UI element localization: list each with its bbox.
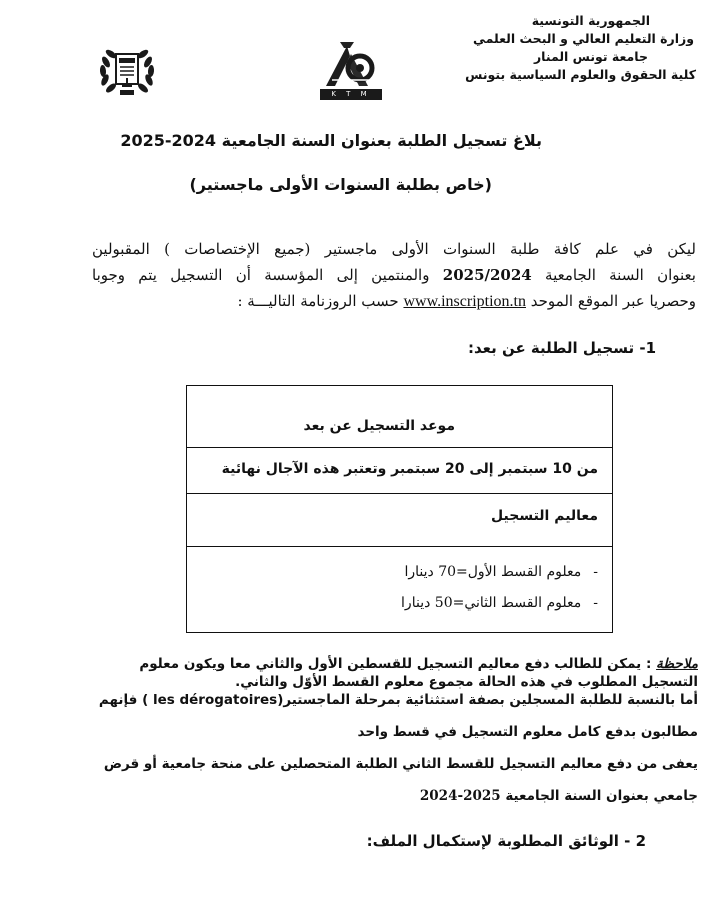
note-line-4: مطالبون بدفع كامل معلوم التسجيل في قسط واحد — [357, 724, 698, 740]
section-remote-registration: 1- تسجيل الطلبة عن بعد: — [467, 339, 656, 357]
logo-caption: K T M — [320, 89, 382, 100]
note-line-1 — [100, 655, 698, 673]
registration-dates: من 10 سبتمبر إلى 20 سبتمبر وتعتبر هذه الآجال نهائية — [221, 461, 598, 477]
table-row — [187, 547, 612, 631]
fees-heading: معاليم التسجيل — [491, 508, 598, 524]
document-subtitle: (خاص بطلبة السنوات الأولى ماجستير) — [189, 175, 492, 194]
intro-paragraph — [92, 236, 696, 315]
table-row — [187, 494, 612, 547]
intro-line-2-end: والمنتمين إلى المؤسسة أن التسجيل يتم وجوبا — [92, 266, 430, 284]
inscription-link[interactable]: www.inscription.tn — [403, 293, 526, 310]
intro-line-1: ليكن في علم كافة طلبة السنوات الأولى ماجستير (جميع الإختصاصات ) المقبولين — [92, 240, 696, 258]
faculty-seal — [96, 40, 158, 102]
intro-line-3 — [92, 288, 696, 315]
university-logo — [320, 36, 382, 100]
note-line-3-start: أما بالنسبة للطلبة المسجلين بصفة استثنائية بمرحلة الماجستير — [283, 692, 698, 708]
academic-year: 2025/2024 — [442, 266, 532, 284]
table-heading: موعد التسجيل عن بعد — [303, 418, 455, 434]
fees-list — [401, 557, 598, 619]
institution-header — [396, 12, 696, 84]
registration-table — [186, 385, 613, 633]
intro-line-2 — [92, 262, 696, 288]
section-required-documents: 2 - الوثائق المطلوبة لإستكمال الملف: — [366, 832, 646, 850]
intro-line-3-start: وحصريا عبر الموقع الموحد — [530, 292, 696, 310]
header-ministry: وزارة التعليم العالي و البحث العلمي — [472, 31, 694, 46]
table-row — [187, 386, 612, 448]
academic-year-note: 2024-2025 — [419, 788, 501, 804]
note-line-5: يعفى من دفع معاليم التسجيل للقسط الثاني الطلبة المتحصلين على منحة جامعية أو قرض — [103, 756, 698, 772]
intro-line-2-start: بعنوان السنة الجامعية — [545, 266, 696, 284]
note-line-2: التسجيل المطلوب في هذه الحالة مجموع معلوم القسط الأوّل والثاني. — [235, 674, 698, 690]
header-republic: الجمهورية التونسية — [531, 13, 650, 28]
fee-second-installment: معلوم القسط الثاني=50 دينارا — [401, 595, 582, 611]
header-faculty: كلية الحقوق والعلوم السياسية بتونس — [465, 67, 696, 82]
list-item: -معلوم القسط الثاني=50 دينارا — [401, 595, 598, 611]
notes-block — [100, 655, 698, 805]
table-row — [187, 448, 612, 494]
header-university: جامعة تونس المنار — [533, 49, 648, 64]
note-text-1: : يمكن للطالب دفع معاليم التسجيل للقسطين الأول والثاني معا ويكون معلوم — [139, 656, 657, 672]
note-label: ملاحظة — [656, 656, 698, 672]
note-line-3 — [100, 691, 698, 709]
laurel-seal-icon — [96, 40, 158, 102]
derogatoires-term: ( les dérogatoires) — [142, 692, 284, 708]
note-line-6 — [100, 787, 698, 805]
fee-first-installment: معلوم القسط الأول=70 دينارا — [404, 564, 582, 580]
note-line-6-start: جامعي بعنوان السنة الجامعية — [505, 788, 698, 804]
ktm-emblem-icon — [320, 36, 382, 90]
intro-line-3-end: حسب الروزنامة التاليـــة : — [237, 292, 399, 310]
document-title: بلاغ تسجيل الطلبة بعنوان السنة الجامعية 2024-2025 — [120, 131, 542, 150]
note-line-3-end: فإنهم — [98, 692, 138, 708]
list-item: -معلوم القسط الأول=70 دينارا — [404, 564, 598, 580]
